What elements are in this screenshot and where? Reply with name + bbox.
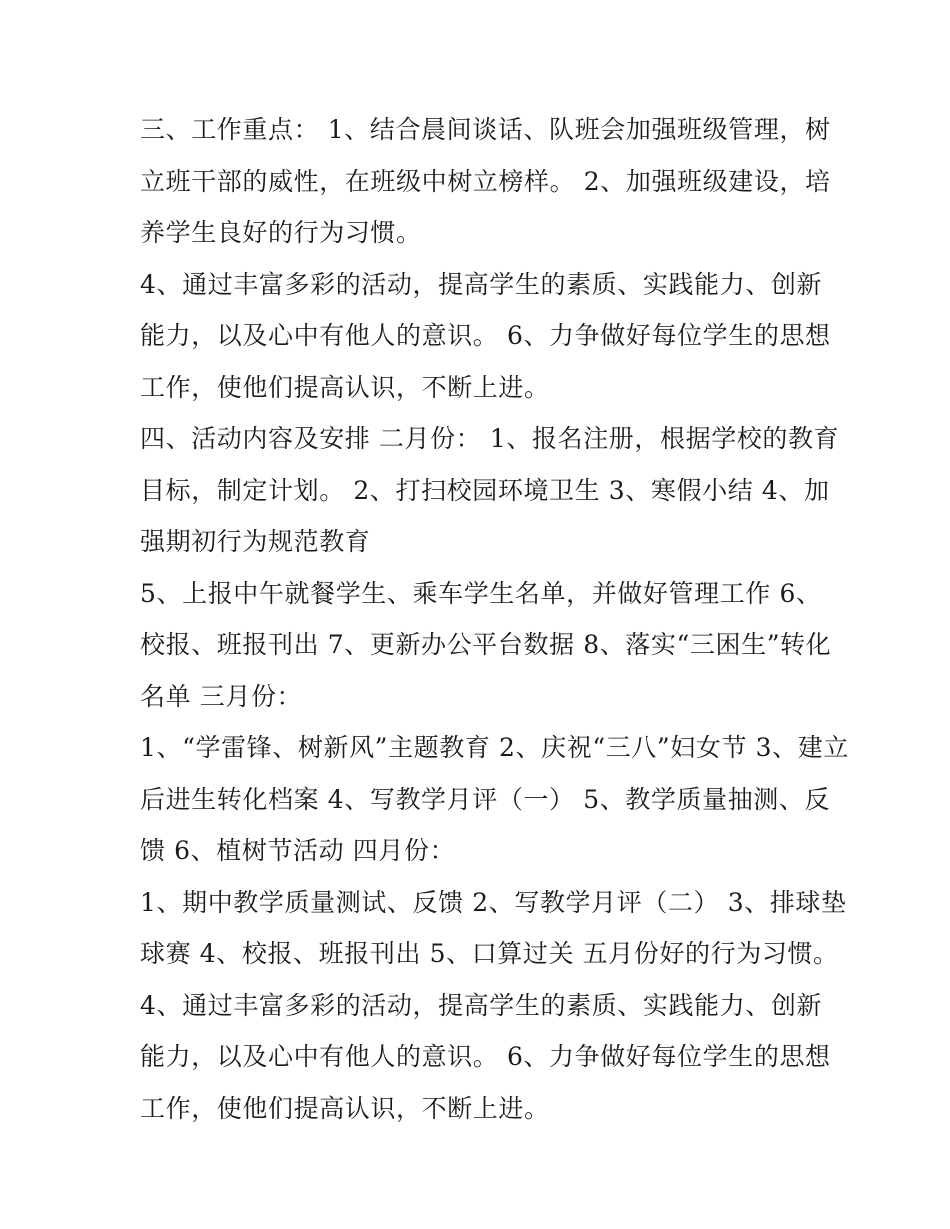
paragraph-activities-2 [140, 980, 831, 1135]
text-line: 三、工作重点： 1、结合晨间谈话、队班会加强班级管理，树 [140, 115, 831, 144]
text-line: 能力，以及心中有他人的意识。 6、力争做好每位学生的思想 [140, 321, 831, 350]
text-line: 工作，使他们提高认识，不断上进。 [140, 1093, 550, 1123]
text-line: 1、“学雷锋、树新风”主题教育 2、庆祝“三八”妇女节 3、建立 [140, 733, 849, 762]
text-line: 立班干部的威性，在班级中树立榜样。 2、加强班级建设，培 [140, 166, 831, 196]
text-line: 校报、班报刊出 7、更新办公平台数据 8、落实“三困生”转化 [140, 630, 832, 659]
text-line: 目标，制定计划。 2、打扫校园环境卫生 3、寒假小结 4、加 [140, 475, 830, 505]
text-line: 5、上报中午就餐学生、乘车学生名单，并做好管理工作 6、 [140, 578, 822, 608]
text-line: 养学生良好的行为习惯。 [140, 218, 422, 247]
text-line: 工作，使他们提高认识，不断上进。 [140, 372, 550, 402]
text-line: 馈 6、植树节活动 四月份： [140, 836, 456, 865]
text-line: 强期初行为规范教育 [140, 527, 371, 556]
text-line: 四、活动内容及安排 二月份： 1、报名注册，根据学校的教育 [140, 424, 840, 453]
paragraph-schedule-february-cont [140, 568, 832, 723]
paragraph-schedule-march [140, 722, 849, 877]
text-line: 后进生转化档案 4、写教学月评（一） 5、教学质量抽测、反 [140, 784, 831, 814]
document-body [140, 104, 849, 1134]
text-line: 名单 三月份： [140, 681, 303, 711]
text-line: 4、通过丰富多彩的活动，提高学生的素质、实践能力、创新 [140, 990, 823, 1020]
paragraph-schedule-april [140, 877, 847, 980]
text-line: 能力，以及心中有他人的意识。 6、力争做好每位学生的思想 [140, 1042, 831, 1071]
text-line: 1、期中教学质量测试、反馈 2、写教学月评（二） 3、排球垫 [140, 887, 847, 917]
paragraph-work-focus [140, 104, 831, 259]
text-line: 4、通过丰富多彩的活动，提高学生的素质、实践能力、创新 [140, 269, 823, 299]
paragraph-activities-1 [140, 259, 831, 414]
text-line: 球赛 4、校报、班报刊出 5、口算过关 五月份好的行为习惯。 [140, 939, 839, 968]
paragraph-schedule-february [140, 413, 840, 568]
